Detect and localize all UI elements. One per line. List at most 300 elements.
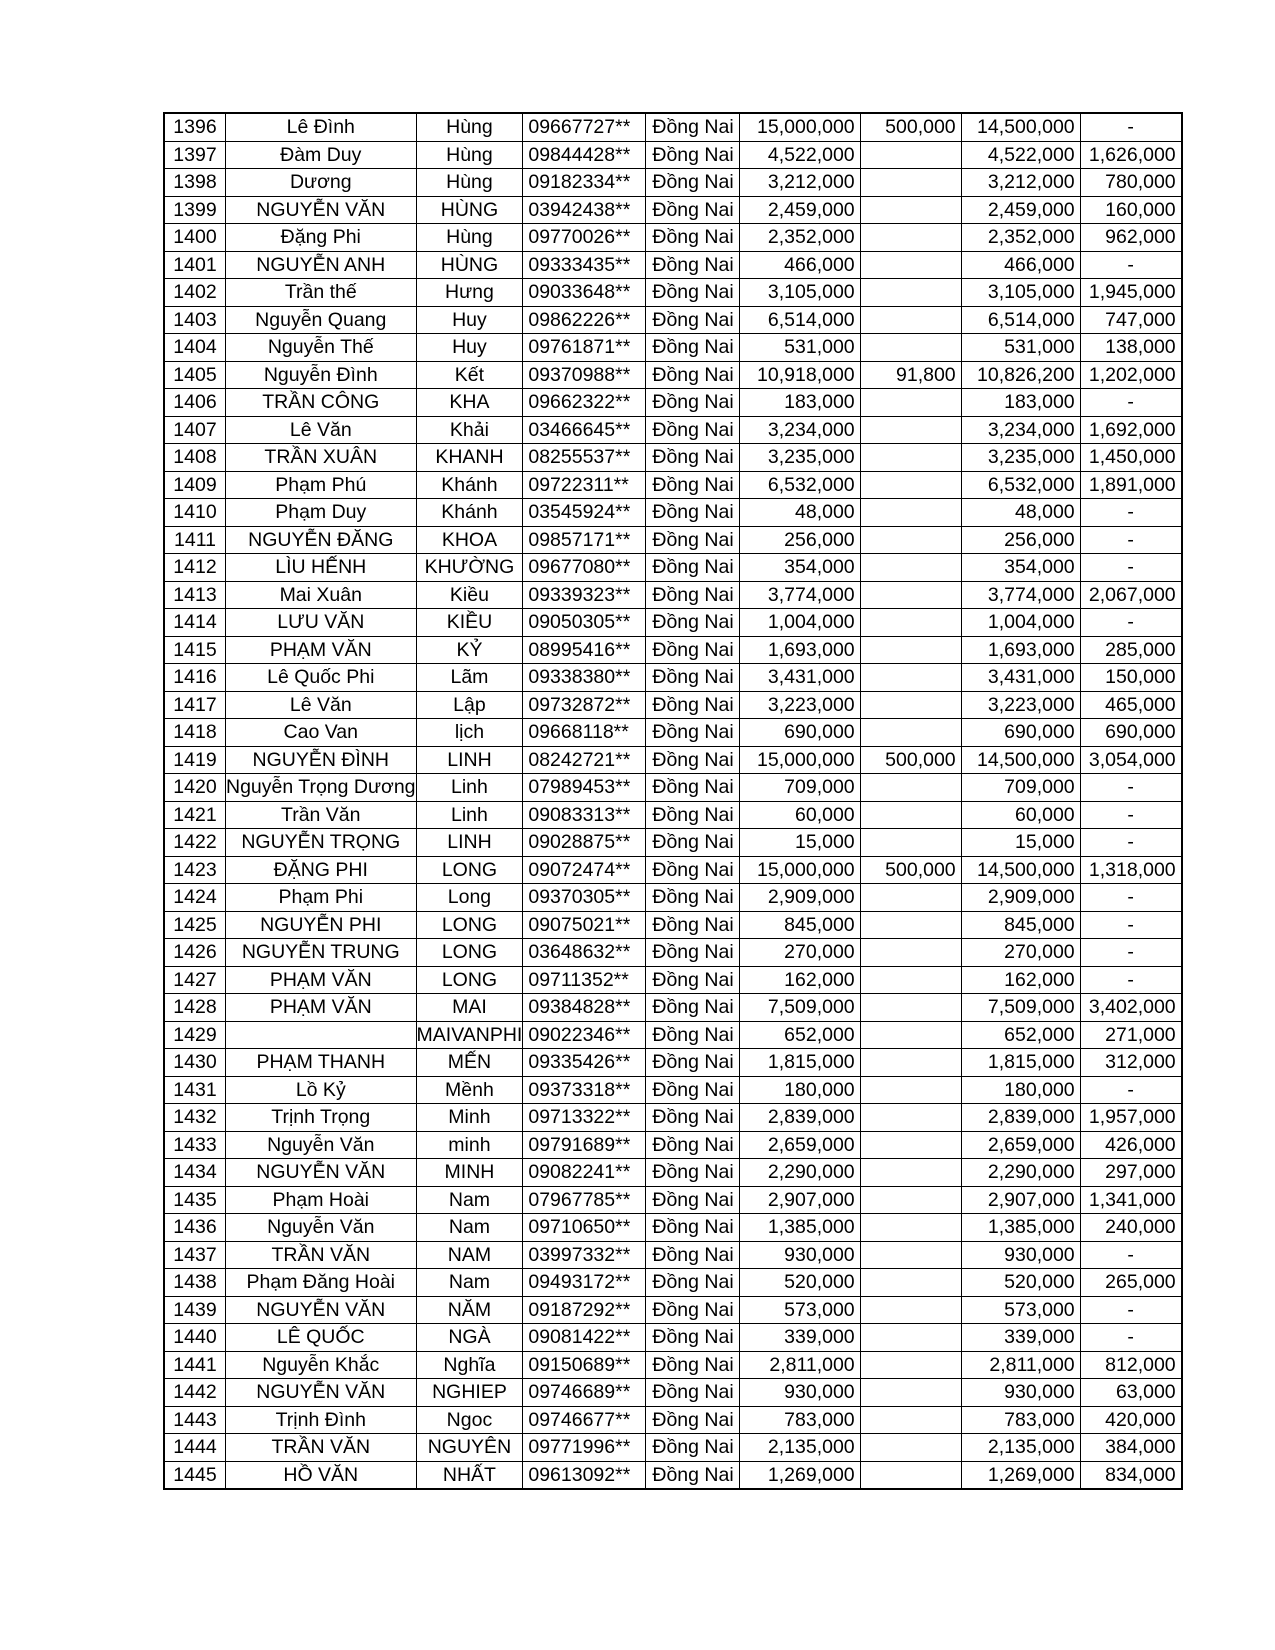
phone-cell: 09761871** bbox=[523, 334, 646, 362]
paid-cell: 1,626,000 bbox=[1080, 141, 1182, 169]
phone-cell: 03545924** bbox=[523, 499, 646, 527]
table-row bbox=[164, 306, 1182, 334]
phone-cell: 09033648** bbox=[523, 279, 646, 307]
net-amount-cell: 1,693,000 bbox=[961, 636, 1080, 664]
row-number-cell: 1398 bbox=[164, 169, 226, 197]
province-cell: Đồng Nai bbox=[646, 334, 739, 362]
table-row bbox=[164, 1186, 1182, 1214]
phone-cell: 09028875** bbox=[523, 829, 646, 857]
net-amount-cell: 14,500,000 bbox=[961, 113, 1080, 141]
discount-cell bbox=[860, 1241, 961, 1269]
surname-cell: LÌU HẾNH bbox=[226, 554, 417, 582]
net-amount-cell: 3,223,000 bbox=[961, 691, 1080, 719]
province-cell: Đồng Nai bbox=[646, 966, 739, 994]
net-amount-cell: 256,000 bbox=[961, 526, 1080, 554]
table-row bbox=[164, 416, 1182, 444]
discount-cell bbox=[860, 884, 961, 912]
amount-cell: 3,223,000 bbox=[739, 691, 860, 719]
row-number-cell: 1440 bbox=[164, 1324, 226, 1352]
row-number-cell: 1405 bbox=[164, 361, 226, 389]
province-cell: Đồng Nai bbox=[646, 746, 739, 774]
surname-cell: NGUYỄN VĂN bbox=[226, 196, 417, 224]
phone-cell: 09844428** bbox=[523, 141, 646, 169]
province-cell: Đồng Nai bbox=[646, 719, 739, 747]
phone-cell: 09662322** bbox=[523, 389, 646, 417]
given-name-cell: Mềnh bbox=[416, 1076, 523, 1104]
row-number-cell: 1413 bbox=[164, 581, 226, 609]
amount-cell: 354,000 bbox=[739, 554, 860, 582]
given-name-cell: Linh bbox=[416, 774, 523, 802]
given-name-cell: Hùng bbox=[416, 224, 523, 252]
paid-cell: - bbox=[1080, 939, 1182, 967]
phone-cell: 09667727** bbox=[523, 113, 646, 141]
given-name-cell: MẾN bbox=[416, 1049, 523, 1077]
surname-cell: TRẦN VĂN bbox=[226, 1241, 417, 1269]
row-number-cell: 1432 bbox=[164, 1104, 226, 1132]
table-row bbox=[164, 361, 1182, 389]
surname-cell: Đặng Phi bbox=[226, 224, 417, 252]
phone-cell: 09668118** bbox=[523, 719, 646, 747]
phone-cell: 09370305** bbox=[523, 884, 646, 912]
table-row bbox=[164, 884, 1182, 912]
paid-cell: 834,000 bbox=[1080, 1461, 1182, 1489]
surname-cell: NGUYỄN VĂN bbox=[226, 1379, 417, 1407]
province-cell: Đồng Nai bbox=[646, 939, 739, 967]
amount-cell: 15,000,000 bbox=[739, 113, 860, 141]
phone-cell: 09771996** bbox=[523, 1434, 646, 1462]
given-name-cell: KIỀU bbox=[416, 609, 523, 637]
discount-cell: 500,000 bbox=[860, 113, 961, 141]
phone-cell: 09384828** bbox=[523, 994, 646, 1022]
amount-cell: 3,105,000 bbox=[739, 279, 860, 307]
table-row bbox=[164, 169, 1182, 197]
amount-cell: 783,000 bbox=[739, 1406, 860, 1434]
amount-cell: 3,212,000 bbox=[739, 169, 860, 197]
amount-cell: 930,000 bbox=[739, 1241, 860, 1269]
given-name-cell: LONG bbox=[416, 966, 523, 994]
province-cell: Đồng Nai bbox=[646, 1159, 739, 1187]
table-row bbox=[164, 1406, 1182, 1434]
amount-cell: 256,000 bbox=[739, 526, 860, 554]
province-cell: Đồng Nai bbox=[646, 1021, 739, 1049]
discount-cell bbox=[860, 1406, 961, 1434]
net-amount-cell: 690,000 bbox=[961, 719, 1080, 747]
paid-cell: 285,000 bbox=[1080, 636, 1182, 664]
surname-cell: Trần Văn bbox=[226, 801, 417, 829]
phone-cell: 07967785** bbox=[523, 1186, 646, 1214]
surname-cell: Lồ Kỷ bbox=[226, 1076, 417, 1104]
discount-cell bbox=[860, 1434, 961, 1462]
phone-cell: 03648632** bbox=[523, 939, 646, 967]
table-row bbox=[164, 1434, 1182, 1462]
province-cell: Đồng Nai bbox=[646, 636, 739, 664]
amount-cell: 2,839,000 bbox=[739, 1104, 860, 1132]
net-amount-cell: 2,290,000 bbox=[961, 1159, 1080, 1187]
paid-cell: 1,891,000 bbox=[1080, 471, 1182, 499]
surname-cell: Trần thế bbox=[226, 279, 417, 307]
discount-cell bbox=[860, 801, 961, 829]
surname-cell: Đàm Duy bbox=[226, 141, 417, 169]
amount-cell: 2,290,000 bbox=[739, 1159, 860, 1187]
row-number-cell: 1445 bbox=[164, 1461, 226, 1489]
amount-cell: 162,000 bbox=[739, 966, 860, 994]
paid-cell: 465,000 bbox=[1080, 691, 1182, 719]
province-cell: Đồng Nai bbox=[646, 994, 739, 1022]
discount-cell bbox=[860, 719, 961, 747]
net-amount-cell: 4,522,000 bbox=[961, 141, 1080, 169]
given-name-cell: HÙNG bbox=[416, 251, 523, 279]
discount-cell: 91,800 bbox=[860, 361, 961, 389]
discount-cell bbox=[860, 499, 961, 527]
net-amount-cell: 783,000 bbox=[961, 1406, 1080, 1434]
row-number-cell: 1427 bbox=[164, 966, 226, 994]
net-amount-cell: 7,509,000 bbox=[961, 994, 1080, 1022]
province-cell: Đồng Nai bbox=[646, 884, 739, 912]
amount-cell: 3,431,000 bbox=[739, 664, 860, 692]
amount-cell: 2,909,000 bbox=[739, 884, 860, 912]
table-row bbox=[164, 609, 1182, 637]
table-row bbox=[164, 939, 1182, 967]
phone-cell: 09083313** bbox=[523, 801, 646, 829]
discount-cell bbox=[860, 444, 961, 472]
table-row bbox=[164, 774, 1182, 802]
net-amount-cell: 3,774,000 bbox=[961, 581, 1080, 609]
province-cell: Đồng Nai bbox=[646, 774, 739, 802]
amount-cell: 48,000 bbox=[739, 499, 860, 527]
surname-cell: Lê Quốc Phi bbox=[226, 664, 417, 692]
given-name-cell: LONG bbox=[416, 939, 523, 967]
paid-cell: - bbox=[1080, 911, 1182, 939]
row-number-cell: 1434 bbox=[164, 1159, 226, 1187]
phone-cell: 09022346** bbox=[523, 1021, 646, 1049]
table-row bbox=[164, 1076, 1182, 1104]
amount-cell: 6,532,000 bbox=[739, 471, 860, 499]
table-row bbox=[164, 1461, 1182, 1489]
province-cell: Đồng Nai bbox=[646, 169, 739, 197]
amount-cell: 1,269,000 bbox=[739, 1461, 860, 1489]
province-cell: Đồng Nai bbox=[646, 1406, 739, 1434]
amount-cell: 2,459,000 bbox=[739, 196, 860, 224]
table-row bbox=[164, 499, 1182, 527]
given-name-cell: Lập bbox=[416, 691, 523, 719]
phone-cell: 09339323** bbox=[523, 581, 646, 609]
amount-cell: 2,659,000 bbox=[739, 1131, 860, 1159]
paid-cell: 3,402,000 bbox=[1080, 994, 1182, 1022]
province-cell: Đồng Nai bbox=[646, 526, 739, 554]
net-amount-cell: 14,500,000 bbox=[961, 856, 1080, 884]
given-name-cell: Hùng bbox=[416, 141, 523, 169]
paid-cell: - bbox=[1080, 526, 1182, 554]
discount-cell bbox=[860, 1296, 961, 1324]
net-amount-cell: 3,235,000 bbox=[961, 444, 1080, 472]
table-row bbox=[164, 1131, 1182, 1159]
province-cell: Đồng Nai bbox=[646, 306, 739, 334]
amount-cell: 15,000,000 bbox=[739, 746, 860, 774]
province-cell: Đồng Nai bbox=[646, 1186, 739, 1214]
surname-cell: NGUYỄN ĐÌNH bbox=[226, 746, 417, 774]
amount-cell: 6,514,000 bbox=[739, 306, 860, 334]
phone-cell: 09711352** bbox=[523, 966, 646, 994]
table-row bbox=[164, 664, 1182, 692]
surname-cell: Trịnh Trọng bbox=[226, 1104, 417, 1132]
phone-cell: 09722311** bbox=[523, 471, 646, 499]
phone-cell: 09333435** bbox=[523, 251, 646, 279]
amount-cell: 2,135,000 bbox=[739, 1434, 860, 1462]
discount-cell bbox=[860, 1131, 961, 1159]
paid-cell: - bbox=[1080, 609, 1182, 637]
province-cell: Đồng Nai bbox=[646, 609, 739, 637]
paid-cell: - bbox=[1080, 829, 1182, 857]
table-row bbox=[164, 444, 1182, 472]
province-cell: Đồng Nai bbox=[646, 1269, 739, 1297]
given-name-cell: MAI bbox=[416, 994, 523, 1022]
amount-cell: 573,000 bbox=[739, 1296, 860, 1324]
surname-cell: NGUYỄN TRUNG bbox=[226, 939, 417, 967]
phone-cell: 09746689** bbox=[523, 1379, 646, 1407]
amount-cell: 10,918,000 bbox=[739, 361, 860, 389]
phone-cell: 03997332** bbox=[523, 1241, 646, 1269]
surname-cell: ĐẶNG PHI bbox=[226, 856, 417, 884]
given-name-cell: Nghĩa bbox=[416, 1351, 523, 1379]
discount-cell bbox=[860, 636, 961, 664]
table-row bbox=[164, 636, 1182, 664]
amount-cell: 709,000 bbox=[739, 774, 860, 802]
row-number-cell: 1403 bbox=[164, 306, 226, 334]
phone-cell: 09613092** bbox=[523, 1461, 646, 1489]
discount-cell bbox=[860, 416, 961, 444]
province-cell: Đồng Nai bbox=[646, 664, 739, 692]
row-number-cell: 1396 bbox=[164, 113, 226, 141]
phone-cell: 09050305** bbox=[523, 609, 646, 637]
net-amount-cell: 3,212,000 bbox=[961, 169, 1080, 197]
net-amount-cell: 339,000 bbox=[961, 1324, 1080, 1352]
given-name-cell: NAM bbox=[416, 1241, 523, 1269]
surname-cell: Phạm Phi bbox=[226, 884, 417, 912]
province-cell: Đồng Nai bbox=[646, 279, 739, 307]
paid-cell: 240,000 bbox=[1080, 1214, 1182, 1242]
amount-cell: 690,000 bbox=[739, 719, 860, 747]
phone-cell: 09338380** bbox=[523, 664, 646, 692]
amount-cell: 2,907,000 bbox=[739, 1186, 860, 1214]
paid-cell: 63,000 bbox=[1080, 1379, 1182, 1407]
given-name-cell: KHA bbox=[416, 389, 523, 417]
amount-cell: 1,004,000 bbox=[739, 609, 860, 637]
amount-cell: 1,385,000 bbox=[739, 1214, 860, 1242]
discount-cell bbox=[860, 306, 961, 334]
province-cell: Đồng Nai bbox=[646, 361, 739, 389]
province-cell: Đồng Nai bbox=[646, 1214, 739, 1242]
given-name-cell: Hùng bbox=[416, 113, 523, 141]
surname-cell: Nguyễn Thế bbox=[226, 334, 417, 362]
paid-cell: 265,000 bbox=[1080, 1269, 1182, 1297]
table-row bbox=[164, 994, 1182, 1022]
net-amount-cell: 930,000 bbox=[961, 1379, 1080, 1407]
row-number-cell: 1438 bbox=[164, 1269, 226, 1297]
net-amount-cell: 652,000 bbox=[961, 1021, 1080, 1049]
row-number-cell: 1443 bbox=[164, 1406, 226, 1434]
net-amount-cell: 162,000 bbox=[961, 966, 1080, 994]
row-number-cell: 1426 bbox=[164, 939, 226, 967]
net-amount-cell: 6,532,000 bbox=[961, 471, 1080, 499]
phone-cell: 09732872** bbox=[523, 691, 646, 719]
row-number-cell: 1412 bbox=[164, 554, 226, 582]
net-amount-cell: 14,500,000 bbox=[961, 746, 1080, 774]
net-amount-cell: 15,000 bbox=[961, 829, 1080, 857]
paid-cell: 138,000 bbox=[1080, 334, 1182, 362]
amount-cell: 2,352,000 bbox=[739, 224, 860, 252]
paid-cell: - bbox=[1080, 1076, 1182, 1104]
table-row bbox=[164, 141, 1182, 169]
table-row bbox=[164, 554, 1182, 582]
table-row bbox=[164, 196, 1182, 224]
discount-cell bbox=[860, 1049, 961, 1077]
phone-cell: 09677080** bbox=[523, 554, 646, 582]
province-cell: Đồng Nai bbox=[646, 554, 739, 582]
given-name-cell: Long bbox=[416, 884, 523, 912]
discount-cell bbox=[860, 966, 961, 994]
surname-cell: Phạm Phú bbox=[226, 471, 417, 499]
paid-cell: - bbox=[1080, 499, 1182, 527]
row-number-cell: 1421 bbox=[164, 801, 226, 829]
row-number-cell: 1428 bbox=[164, 994, 226, 1022]
surname-cell: Lê Văn bbox=[226, 691, 417, 719]
given-name-cell: LINH bbox=[416, 829, 523, 857]
paid-cell: 690,000 bbox=[1080, 719, 1182, 747]
table-row bbox=[164, 471, 1182, 499]
amount-cell: 4,522,000 bbox=[739, 141, 860, 169]
row-number-cell: 1424 bbox=[164, 884, 226, 912]
given-name-cell: NGUYÊN bbox=[416, 1434, 523, 1462]
amount-cell: 3,774,000 bbox=[739, 581, 860, 609]
row-number-cell: 1418 bbox=[164, 719, 226, 747]
discount-cell bbox=[860, 994, 961, 1022]
discount-cell: 500,000 bbox=[860, 856, 961, 884]
paid-cell: - bbox=[1080, 1296, 1182, 1324]
surname-cell: Lê Văn bbox=[226, 416, 417, 444]
surname-cell: NGUYỄN ANH bbox=[226, 251, 417, 279]
province-cell: Đồng Nai bbox=[646, 141, 739, 169]
province-cell: Đồng Nai bbox=[646, 856, 739, 884]
paid-cell: - bbox=[1080, 801, 1182, 829]
net-amount-cell: 180,000 bbox=[961, 1076, 1080, 1104]
discount-cell bbox=[860, 1461, 961, 1489]
discount-cell bbox=[860, 1104, 961, 1132]
given-name-cell: KỶ bbox=[416, 636, 523, 664]
surname-cell: Phạm Hoài bbox=[226, 1186, 417, 1214]
paid-cell: 271,000 bbox=[1080, 1021, 1182, 1049]
row-number-cell: 1409 bbox=[164, 471, 226, 499]
net-amount-cell: 354,000 bbox=[961, 554, 1080, 582]
net-amount-cell: 1,269,000 bbox=[961, 1461, 1080, 1489]
given-name-cell: NGHIEP bbox=[416, 1379, 523, 1407]
table-row bbox=[164, 1214, 1182, 1242]
net-amount-cell: 6,514,000 bbox=[961, 306, 1080, 334]
discount-cell bbox=[860, 581, 961, 609]
surname-cell: Phạm Duy bbox=[226, 499, 417, 527]
table-row bbox=[164, 224, 1182, 252]
net-amount-cell: 531,000 bbox=[961, 334, 1080, 362]
given-name-cell: Khải bbox=[416, 416, 523, 444]
given-name-cell: Ngoc bbox=[416, 1406, 523, 1434]
amount-cell: 270,000 bbox=[739, 939, 860, 967]
phone-cell: 09072474** bbox=[523, 856, 646, 884]
row-number-cell: 1435 bbox=[164, 1186, 226, 1214]
table-row bbox=[164, 251, 1182, 279]
discount-cell bbox=[860, 389, 961, 417]
province-cell: Đồng Nai bbox=[646, 829, 739, 857]
phone-cell: 09335426** bbox=[523, 1049, 646, 1077]
province-cell: Đồng Nai bbox=[646, 1296, 739, 1324]
net-amount-cell: 2,907,000 bbox=[961, 1186, 1080, 1214]
phone-cell: 09862226** bbox=[523, 306, 646, 334]
phone-cell: 09373318** bbox=[523, 1076, 646, 1104]
table-row bbox=[164, 389, 1182, 417]
province-cell: Đồng Nai bbox=[646, 444, 739, 472]
table-row bbox=[164, 1379, 1182, 1407]
paid-cell: 1,202,000 bbox=[1080, 361, 1182, 389]
table-row bbox=[164, 746, 1182, 774]
discount-cell bbox=[860, 1351, 961, 1379]
discount-cell bbox=[860, 1269, 961, 1297]
surname-cell: Nguyễn Khắc bbox=[226, 1351, 417, 1379]
surname-cell: HỒ VĂN bbox=[226, 1461, 417, 1489]
row-number-cell: 1444 bbox=[164, 1434, 226, 1462]
discount-cell bbox=[860, 939, 961, 967]
discount-cell bbox=[860, 169, 961, 197]
phone-cell: 08255537** bbox=[523, 444, 646, 472]
paid-cell: - bbox=[1080, 1241, 1182, 1269]
paid-cell: 780,000 bbox=[1080, 169, 1182, 197]
given-name-cell: Huy bbox=[416, 334, 523, 362]
amount-cell: 15,000 bbox=[739, 829, 860, 857]
surname-cell: Phạm Đăng Hoài bbox=[226, 1269, 417, 1297]
surname-cell: Nguyễn Văn bbox=[226, 1131, 417, 1159]
discount-cell bbox=[860, 911, 961, 939]
surname-cell: NGUYỄN TRỌNG bbox=[226, 829, 417, 857]
surname-cell: PHẠM VĂN bbox=[226, 636, 417, 664]
given-name-cell: KHƯỜNG bbox=[416, 554, 523, 582]
given-name-cell: KHANH bbox=[416, 444, 523, 472]
paid-cell: - bbox=[1080, 1324, 1182, 1352]
surname-cell: LƯU VĂN bbox=[226, 609, 417, 637]
province-cell: Đồng Nai bbox=[646, 416, 739, 444]
discount-cell bbox=[860, 1186, 961, 1214]
row-number-cell: 1429 bbox=[164, 1021, 226, 1049]
surname-cell: Nguyễn Đình bbox=[226, 361, 417, 389]
phone-cell: 09493172** bbox=[523, 1269, 646, 1297]
discount-cell bbox=[860, 664, 961, 692]
province-cell: Đồng Nai bbox=[646, 251, 739, 279]
phone-cell: 09081422** bbox=[523, 1324, 646, 1352]
given-name-cell: NĂM bbox=[416, 1296, 523, 1324]
net-amount-cell: 60,000 bbox=[961, 801, 1080, 829]
given-name-cell: Minh bbox=[416, 1104, 523, 1132]
given-name-cell: KHOA bbox=[416, 526, 523, 554]
row-number-cell: 1400 bbox=[164, 224, 226, 252]
net-amount-cell: 930,000 bbox=[961, 1241, 1080, 1269]
given-name-cell: Kiều bbox=[416, 581, 523, 609]
row-number-cell: 1408 bbox=[164, 444, 226, 472]
surname-cell: Dương bbox=[226, 169, 417, 197]
table-body bbox=[164, 113, 1182, 1489]
paid-cell: - bbox=[1080, 554, 1182, 582]
given-name-cell: Nam bbox=[416, 1214, 523, 1242]
row-number-cell: 1414 bbox=[164, 609, 226, 637]
amount-cell: 845,000 bbox=[739, 911, 860, 939]
phone-cell: 09710650** bbox=[523, 1214, 646, 1242]
net-amount-cell: 845,000 bbox=[961, 911, 1080, 939]
discount-cell bbox=[860, 334, 961, 362]
